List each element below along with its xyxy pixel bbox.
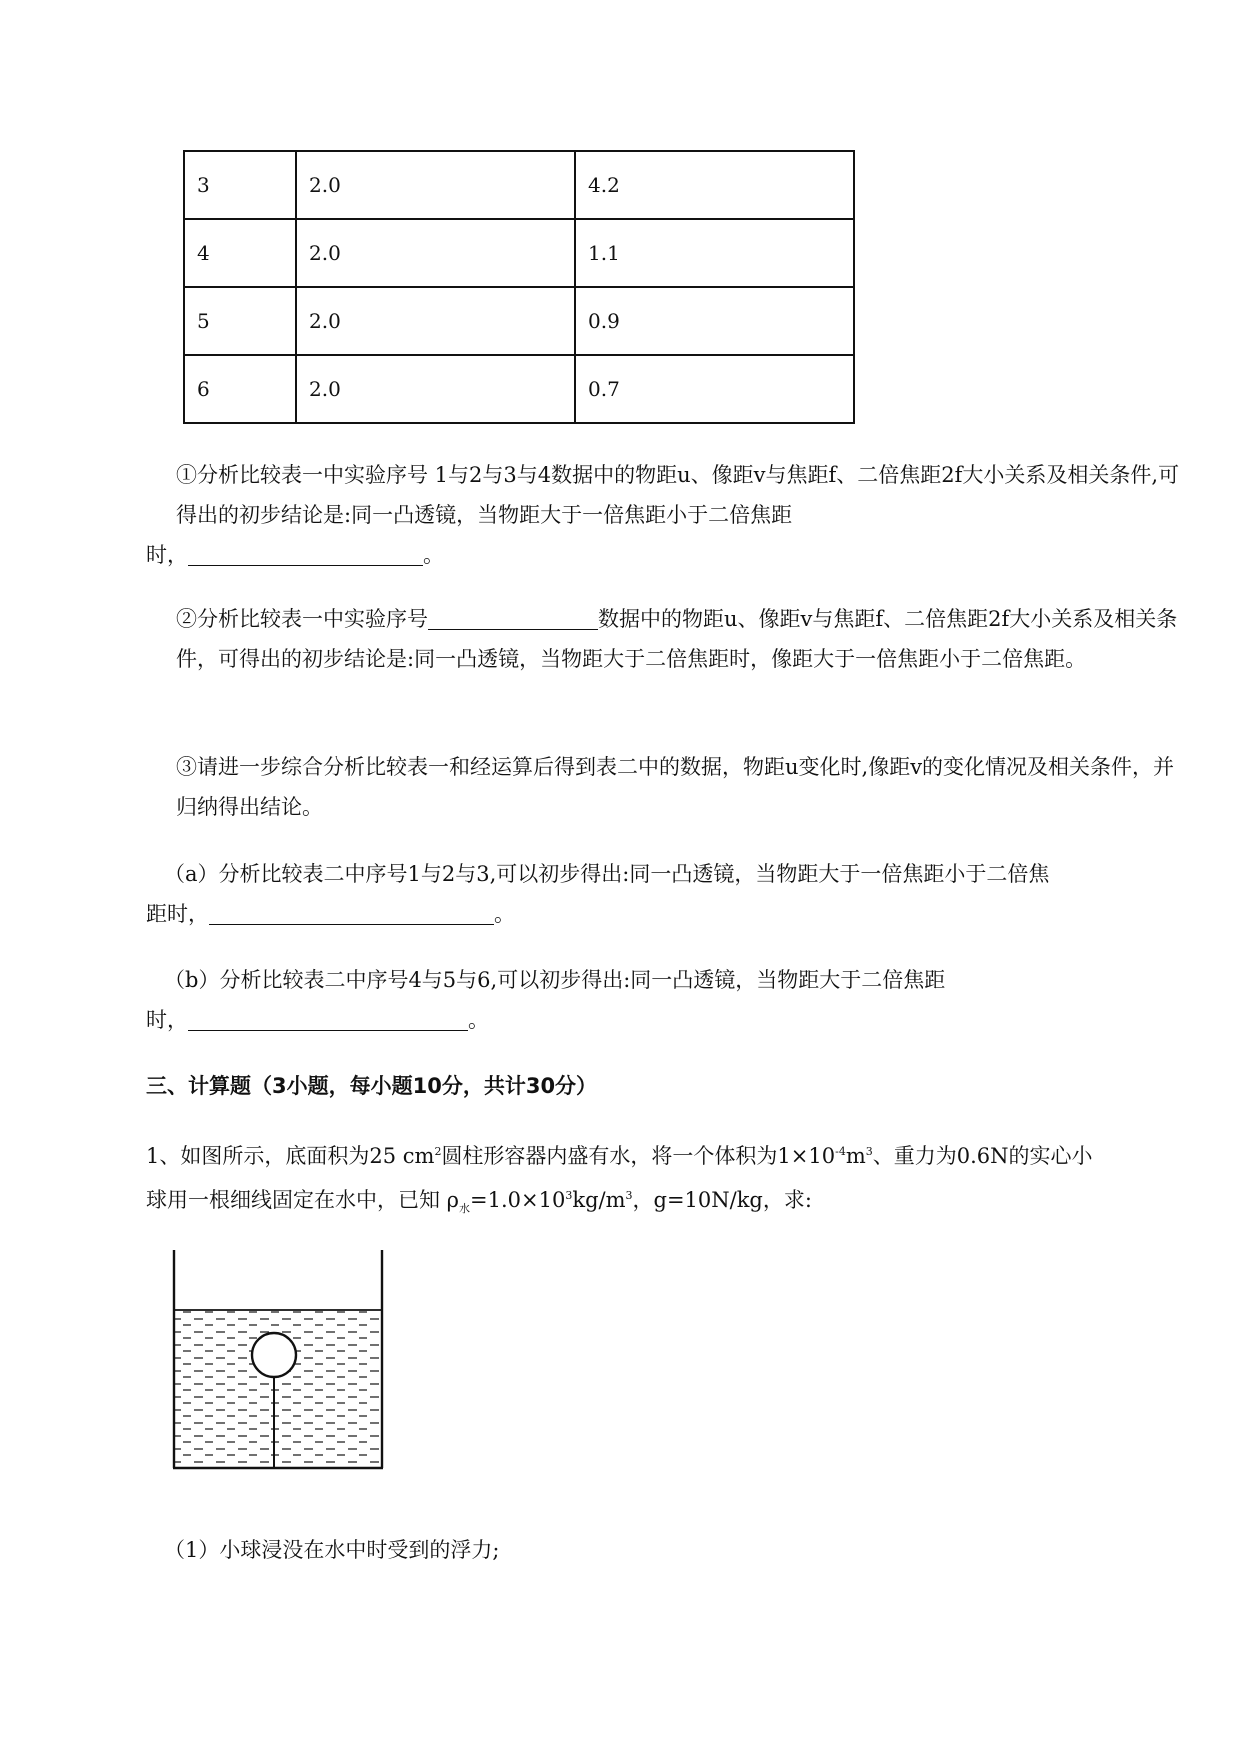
question-3-text: ③请进一步综合分析比较表一和经运算后得到表二中的数据，物距u变化时,像距v的变化情况及相关条件，并归纳得出结论。 [176,755,1175,819]
question-1-text-cont: 时， [146,543,188,567]
section-heading: 三、计算题（3小题，每小题10分，共计30分） [146,1074,598,1098]
table-cell: 4 [184,219,296,287]
question-3b-end: 。 [468,1008,489,1032]
question-2-text-a: ②分析比较表一中实验序号 [176,607,428,631]
question-2 [146,599,1186,679]
table-row [184,151,854,219]
table-cell: 1.1 [575,219,854,287]
problem-1-text: 圆柱形容器内盛有水，将一个体积为1×10 [441,1144,836,1168]
question-3b-text-cont: 时， [146,1008,188,1032]
table-row [184,355,854,423]
table-cell: 3 [184,151,296,219]
question-1-text: ①分析比较表一中实验序号 1与2与3与4数据中的物距u、像距v与焦距f、二倍焦距2f大小关系及相关条件,可得出的初步结论是:同一凸透镜，当物距大于一倍焦距小于二倍焦距 [176,463,1180,527]
table-cell: 6 [184,355,296,423]
question-3a-text-cont: 距时， [146,902,209,926]
problem-1-text: ，g=10N/kg，求: [632,1188,812,1212]
problem-1 [146,1132,1156,1229]
problem-1-text: 球用一根细线固定在水中，已知 ρ [146,1188,460,1212]
table-cell: 0.9 [575,287,854,355]
question-3a-text: （a）分析比较表二中序号1与2与3,可以初步得出:同一凸透镜，当物距大于一倍焦距小于二倍焦 [164,862,1050,886]
superscript: 2 [434,1145,442,1158]
answer-blank[interactable] [188,1006,468,1031]
superscript: -4 [835,1145,846,1158]
table-cell: 2.0 [296,287,575,355]
answer-blank[interactable] [428,605,598,630]
superscript: 3 [625,1189,633,1202]
table-row [184,287,854,355]
question-3b [146,960,1164,1040]
question-3a [146,854,1164,934]
sub-question-1 [146,1530,1164,1570]
superscript: 3 [565,1189,573,1202]
subscript: 水 [459,1202,471,1216]
table-cell: 2.0 [296,355,575,423]
problem-1-text: kg/m [572,1188,626,1212]
question-2-text-b: 数据中的物距u、像距v与焦距f、二倍焦距2f大小关系及相关条件，可得出的初步结论是:同一凸透镜，当物距大于二倍焦距时，像距大于一倍焦距小于二倍焦距。 [176,607,1178,671]
table-cell: 0.7 [575,355,854,423]
problem-1-text: 1、如图所示，底面积为25 cm [146,1144,435,1168]
question-3a-end: 。 [494,902,515,926]
data-table [183,150,855,424]
question-3b-text: （b）分析比较表二中序号4与5与6,可以初步得出:同一凸透镜，当物距大于二倍焦距 [164,968,946,992]
table-cell: 2.0 [296,151,575,219]
question-1-end: 。 [423,543,444,567]
superscript: 3 [865,1145,873,1158]
sub-question-1-text: （1）小球浸没在水中时受到的浮力; [164,1538,500,1562]
table-cell: 2.0 [296,219,575,287]
table-row [184,219,854,287]
problem-1-text: m [845,1144,866,1168]
problem-1-text: 、重力为0.6N的实心小 [872,1144,1093,1168]
answer-blank[interactable] [209,900,494,925]
container-ball-figure [170,1250,400,1480]
table-cell: 5 [184,287,296,355]
problem-1-text: =1.0×10 [470,1188,566,1212]
question-3 [146,747,1186,827]
ball [252,1333,296,1377]
question-1 [146,455,1186,575]
answer-blank[interactable] [188,541,423,566]
table-cell: 4.2 [575,151,854,219]
